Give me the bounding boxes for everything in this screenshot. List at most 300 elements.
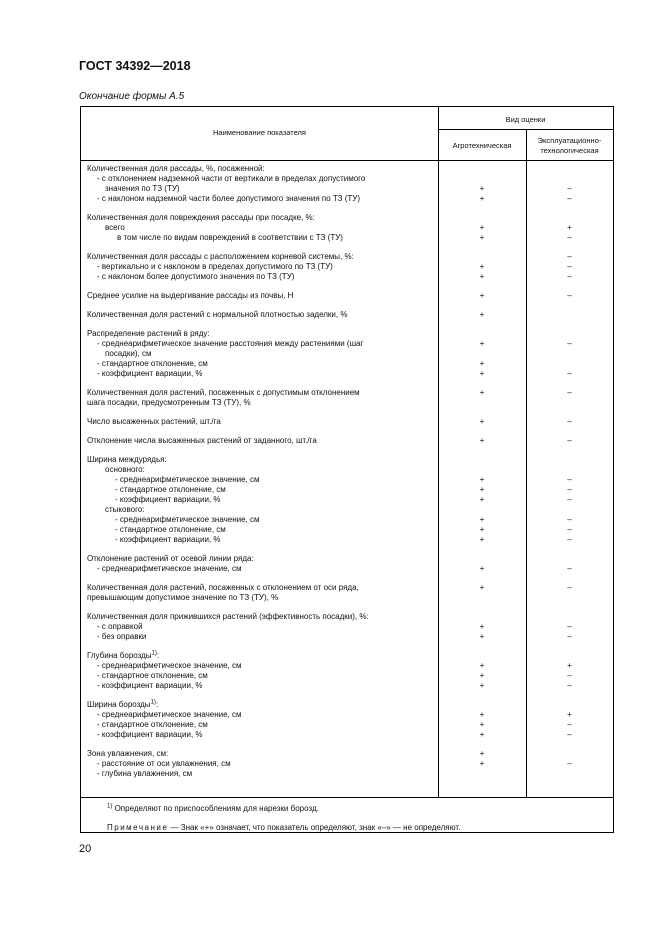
table-row: [81, 329, 613, 339]
agrotechnical-mark: +: [479, 233, 485, 242]
table-row: [81, 593, 613, 603]
operational-mark: –: [567, 485, 572, 494]
operational-mark: [526, 164, 613, 174]
agrotechnical-mark: +: [479, 485, 485, 494]
indicator-label: - среднеарифметическое значение расстояния между растениями (шаг: [97, 339, 364, 348]
agrotechnical-mark: +: [479, 710, 485, 719]
indicator-label: Глубина борозды: [87, 651, 152, 660]
agrotechnical-mark: +: [479, 291, 485, 300]
indicator-label: Количественная доля рассады с расположением корневой системы, %:: [87, 252, 354, 261]
indicator-label: превышающим допустимое значение по ТЗ (ТУ), %: [87, 593, 279, 602]
indicator-text: [87, 671, 438, 681]
operational-mark: [526, 593, 613, 603]
footnote-ref: 1): [150, 699, 156, 706]
operational-mark: [526, 465, 613, 475]
agrotechnical-mark: [438, 398, 526, 408]
table-row: [81, 535, 613, 545]
indicator-label: - коэффициент вариации, %: [97, 681, 203, 690]
operational-mark: –: [567, 525, 572, 534]
indicator-text: [87, 194, 438, 204]
indicator-text: [87, 661, 438, 671]
operational-mark: [526, 329, 613, 339]
operational-mark: [526, 651, 613, 661]
operational-mark: –: [567, 252, 572, 261]
operational-mark: –: [567, 272, 572, 281]
table-row-group: [81, 583, 613, 603]
table-row-group: [81, 310, 613, 320]
table-row: [81, 720, 613, 730]
operational-mark: +: [567, 223, 572, 232]
indicator-name: [81, 339, 438, 349]
indicator-label: Ширина междурядья:: [87, 455, 167, 464]
indicator-text: [87, 398, 438, 408]
operational-mark: +: [567, 710, 572, 719]
operational-mark: [526, 769, 613, 779]
indicator-name: [81, 164, 438, 174]
indicator-text: [87, 769, 438, 779]
table-row: [81, 436, 613, 446]
indicator-text: [87, 564, 438, 574]
operational-mark: –: [567, 632, 572, 641]
header-operational: [526, 136, 613, 156]
form-caption: Окончание формы А.5: [79, 91, 185, 102]
table-row: [81, 398, 613, 408]
table-body: [81, 164, 613, 788]
table-row-group: [81, 291, 613, 301]
indicator-label: Распределение растений в ряду:: [87, 329, 210, 338]
table-row: [81, 525, 613, 535]
indicator-name: [81, 329, 438, 339]
indicator-name: [81, 769, 438, 779]
indicator-text: [87, 710, 438, 720]
table-row-group: [81, 436, 613, 446]
table-row: [81, 495, 613, 505]
indicator-name: [81, 749, 438, 759]
table-row: [81, 475, 613, 485]
operational-mark: –: [567, 671, 572, 680]
table-row: [81, 223, 613, 233]
indicator-text: [87, 369, 438, 379]
indicator-label: стыкового:: [105, 505, 145, 514]
table-row-group: [81, 700, 613, 740]
agrotechnical-mark: [438, 213, 526, 223]
indicator-label-tail: :: [156, 651, 160, 660]
indicator-text: [87, 213, 438, 223]
indicator-label: Количественная доля прижившихся растений (эффективность посадки), %:: [87, 612, 369, 621]
indicator-label: - коэффициент вариации, %: [97, 369, 203, 378]
indicator-label: - коэффициент вариации, %: [115, 495, 221, 504]
indicator-text: [87, 465, 438, 475]
indicator-name: [81, 632, 438, 642]
agrotechnical-mark: +: [479, 564, 485, 573]
indicator-text: [87, 730, 438, 740]
indicator-name: [81, 272, 438, 282]
agrotechnical-mark: +: [479, 339, 485, 348]
indicator-name: [81, 759, 438, 769]
indicator-label: - стандартное отклонение, см: [115, 525, 226, 534]
indicator-name: [81, 564, 438, 574]
operational-mark: –: [567, 515, 572, 524]
agrotechnical-mark: [438, 164, 526, 174]
indicator-label: - среднеарифметическое значение, см: [97, 564, 242, 573]
table-row: [81, 485, 613, 495]
indicator-text: [87, 651, 438, 661]
table-row-group: [81, 749, 613, 779]
operational-mark: [526, 455, 613, 465]
indicator-label: Ширина борозды: [87, 700, 151, 709]
agrotechnical-mark: +: [479, 475, 485, 484]
indicator-label: - вертикально и с наклоном в пределах допустимого по ТЗ (ТУ): [97, 262, 333, 271]
indicator-text: [87, 632, 438, 642]
header-operational-line1: Эксплуатационно-: [537, 136, 602, 145]
footer-divider: [81, 797, 613, 798]
indicator-text: [87, 612, 438, 622]
indicator-text: [87, 164, 438, 174]
table-row-group: [81, 213, 613, 243]
indicator-label: шага посадки, предусмотренным ТЗ (ТУ), %: [87, 398, 251, 407]
operational-mark: –: [567, 495, 572, 504]
indicator-text: [87, 554, 438, 564]
agrotechnical-mark: +: [479, 622, 485, 631]
indicator-name: [81, 184, 438, 194]
note-text: — Знак «+» означает, что показатель определяют, знак «–» — не определяют.: [168, 823, 461, 832]
indicator-text: [87, 388, 438, 398]
table-row: [81, 417, 613, 427]
table-row: [81, 213, 613, 223]
agrotechnical-mark: +: [479, 759, 485, 768]
indicator-name: [81, 681, 438, 691]
table-row-group: [81, 651, 613, 691]
agrotechnical-mark: +: [479, 262, 485, 271]
table-row: [81, 291, 613, 301]
table-row: [81, 272, 613, 282]
indicator-text: [87, 291, 438, 301]
agrotechnical-mark: [438, 593, 526, 603]
agrotechnical-mark: +: [479, 369, 485, 378]
table-row: [81, 661, 613, 671]
indicator-text: [87, 622, 438, 632]
agrotechnical-mark: +: [479, 194, 485, 203]
table-row: [81, 388, 613, 398]
table-row: [81, 455, 613, 465]
operational-mark: [526, 612, 613, 622]
indicator-label: - стандартное отклонение, см: [97, 720, 208, 729]
table-row: [81, 554, 613, 564]
indicator-name: [81, 291, 438, 301]
indicator-name: [81, 612, 438, 622]
operational-mark: [526, 310, 613, 320]
indicator-text: [87, 515, 438, 525]
agrotechnical-mark: +: [479, 388, 485, 397]
indicator-text: [87, 583, 438, 593]
indicator-name: [81, 262, 438, 272]
table-row: [81, 369, 613, 379]
indicator-label: значения по ТЗ (ТУ): [105, 184, 180, 193]
indicator-label: Отклонение растений от осевой линии ряда:: [87, 554, 254, 563]
indicator-text: [87, 681, 438, 691]
table-row: [81, 632, 613, 642]
table-row-group: [81, 388, 613, 408]
indicator-label: Число высаженных растений, шт./га: [87, 417, 221, 426]
operational-mark: [526, 359, 613, 369]
indicator-label: посадки), см: [105, 349, 152, 358]
indicator-text: [87, 700, 438, 710]
operational-mark: –: [567, 730, 572, 739]
indicator-name: [81, 174, 438, 184]
indicator-name: [81, 583, 438, 593]
operational-mark: [526, 554, 613, 564]
indicator-label: всего: [105, 223, 125, 232]
table-row-group: [81, 554, 613, 574]
indicator-text: [87, 252, 438, 262]
indicator-text: [87, 174, 438, 184]
operational-mark: –: [567, 475, 572, 484]
footnote: [107, 804, 319, 813]
table-row: [81, 262, 613, 272]
table-row: [81, 671, 613, 681]
note: [107, 823, 460, 832]
table-row: [81, 252, 613, 262]
table-row: [81, 759, 613, 769]
indicator-text: [87, 485, 438, 495]
indicator-text: [87, 310, 438, 320]
table-row: [81, 515, 613, 525]
indicator-label: Отклонение числа высаженных растений от заданного, шт./га: [87, 436, 317, 445]
agrotechnical-mark: +: [479, 359, 485, 368]
operational-mark: –: [567, 262, 572, 271]
agrotechnical-mark: [438, 769, 526, 779]
indicator-name: [81, 554, 438, 564]
agrotechnical-mark: +: [479, 515, 485, 524]
indicator-label: в том числе по видам повреждений в соответствии с ТЗ (ТУ): [117, 233, 343, 242]
indicator-label: - среднеарифметическое значение, см: [115, 515, 260, 524]
note-label: Примечание: [107, 823, 169, 832]
indicator-label: - коэффициент вариации, %: [115, 535, 221, 544]
table-row: [81, 710, 613, 720]
indicator-name: [81, 593, 438, 603]
table-row: [81, 730, 613, 740]
table-row: [81, 174, 613, 184]
agrotechnical-mark: +: [479, 632, 485, 641]
indicator-text: [87, 329, 438, 339]
operational-mark: –: [567, 681, 572, 690]
indicator-label: Количественная доля растений, посаженных с допустимым отклонением: [87, 388, 360, 397]
indicator-label: Среднее усилие на выдергивание рассады из почвы, Н: [87, 291, 294, 300]
indicator-name: [81, 310, 438, 320]
agrotechnical-mark: [438, 329, 526, 339]
table-row: [81, 465, 613, 475]
operational-mark: –: [567, 339, 572, 348]
agrotechnical-mark: [438, 349, 526, 359]
operational-mark: –: [567, 388, 572, 397]
indicator-text: [87, 272, 438, 282]
table-row: [81, 505, 613, 515]
indicator-name: [81, 455, 438, 465]
table-row: [81, 359, 613, 369]
indicator-name: [81, 535, 438, 545]
indicator-text: [87, 525, 438, 535]
table-row-group: [81, 417, 613, 427]
table-row: [81, 233, 613, 243]
indicator-name: [81, 349, 438, 359]
indicator-name: [81, 388, 438, 398]
indicator-label: - стандартное отклонение, см: [97, 359, 208, 368]
operational-mark: [526, 700, 613, 710]
indicator-label: - с наклоном надземной части более допустимого значения по ТЗ (ТУ): [97, 194, 361, 203]
indicator-name: [81, 233, 438, 243]
indicator-text: [87, 184, 438, 194]
indicator-name: [81, 720, 438, 730]
table-row: [81, 681, 613, 691]
agrotechnical-mark: [438, 505, 526, 515]
indicator-table: [80, 106, 614, 833]
operational-mark: –: [567, 194, 572, 203]
indicator-name: [81, 369, 438, 379]
indicator-name: [81, 495, 438, 505]
agrotechnical-mark: +: [479, 272, 485, 281]
table-row: [81, 583, 613, 593]
operational-mark: –: [567, 184, 572, 193]
indicator-name: [81, 465, 438, 475]
agrotechnical-mark: +: [479, 223, 485, 232]
indicator-name: [81, 417, 438, 427]
indicator-label: - без оправки: [97, 632, 147, 641]
operational-mark: –: [567, 369, 572, 378]
indicator-name: [81, 710, 438, 720]
table-row: [81, 184, 613, 194]
agrotechnical-mark: +: [479, 730, 485, 739]
operational-mark: –: [567, 417, 572, 426]
indicator-label: - расстояние от оси увлажнения, см: [97, 759, 231, 768]
indicator-name: [81, 525, 438, 535]
indicator-text: [87, 359, 438, 369]
operational-mark: –: [567, 535, 572, 544]
agrotechnical-mark: +: [479, 749, 485, 758]
indicator-name: [81, 622, 438, 632]
table-row: [81, 651, 613, 661]
header-divider: [438, 129, 613, 130]
agrotechnical-mark: [438, 612, 526, 622]
agrotechnical-mark: [438, 700, 526, 710]
footnote-text: Определяют по приспособлениям для нарезки борозд.: [114, 804, 319, 813]
operational-mark: –: [567, 436, 572, 445]
agrotechnical-mark: [438, 651, 526, 661]
operational-mark: –: [567, 759, 572, 768]
indicator-name: [81, 515, 438, 525]
operational-mark: [526, 174, 613, 184]
indicator-name: [81, 213, 438, 223]
indicator-text: [87, 349, 438, 359]
document-code: ГОСТ 34392—2018: [79, 59, 191, 73]
indicator-label: Количественная доля растений с нормальной плотностью заделки, %: [87, 310, 348, 319]
operational-mark: –: [567, 233, 572, 242]
header-indicator-name: Наименование показателя: [213, 128, 306, 137]
operational-mark: –: [567, 720, 572, 729]
agrotechnical-mark: +: [479, 681, 485, 690]
indicator-name: [81, 223, 438, 233]
indicator-text: [87, 759, 438, 769]
agrotechnical-mark: [438, 554, 526, 564]
indicator-text: [87, 262, 438, 272]
indicator-label: Количественная доля рассады, %, посаженной:: [87, 164, 265, 173]
table-row: [81, 349, 613, 359]
table-row-group: [81, 612, 613, 642]
indicator-name: [81, 700, 438, 710]
indicator-label: Зона увлажнения, см:: [87, 749, 169, 758]
indicator-text: [87, 455, 438, 465]
agrotechnical-mark: +: [479, 184, 485, 193]
indicator-name: [81, 671, 438, 681]
indicator-text: [87, 505, 438, 515]
indicator-label: - среднеарифметическое значение, см: [115, 475, 260, 484]
indicator-label: - коэффициент вариации, %: [97, 730, 203, 739]
indicator-text: [87, 436, 438, 446]
indicator-name: [81, 730, 438, 740]
table-row: [81, 700, 613, 710]
table-row: [81, 310, 613, 320]
table-row-group: [81, 164, 613, 204]
indicator-name: [81, 252, 438, 262]
indicator-text: [87, 339, 438, 349]
indicator-name: [81, 475, 438, 485]
table-row: [81, 622, 613, 632]
agrotechnical-mark: +: [479, 720, 485, 729]
agrotechnical-mark: +: [479, 583, 485, 592]
table-row: [81, 612, 613, 622]
indicator-label: - с наклоном более допустимого значения по ТЗ (ТУ): [97, 272, 295, 281]
indicator-text: [87, 593, 438, 603]
indicator-label-tail: :: [155, 700, 159, 709]
table-row: [81, 164, 613, 174]
indicator-label: - среднеарифметическое значение, см: [97, 661, 242, 670]
table-row-group: [81, 455, 613, 545]
footnote-mark: 1): [107, 803, 113, 810]
operational-mark: [526, 505, 613, 515]
indicator-name: [81, 359, 438, 369]
agrotechnical-mark: +: [479, 417, 485, 426]
indicator-label: - стандартное отклонение, см: [115, 485, 226, 494]
indicator-label: Количественная доля растений, посаженных с отклонением от оси ряда,: [87, 583, 359, 592]
indicator-name: [81, 485, 438, 495]
table-row-group: [81, 329, 613, 379]
header-operational-line2: технологическая: [540, 146, 599, 155]
agrotechnical-mark: +: [479, 436, 485, 445]
operational-mark: [526, 749, 613, 759]
indicator-label: - с оправкой: [97, 622, 143, 631]
indicator-text: [87, 720, 438, 730]
operational-mark: +: [567, 661, 572, 670]
indicator-text: [87, 223, 438, 233]
indicator-text: [87, 475, 438, 485]
indicator-name: [81, 436, 438, 446]
operational-mark: –: [567, 564, 572, 573]
agrotechnical-mark: +: [479, 495, 485, 504]
agrotechnical-mark: [438, 252, 526, 262]
table-row: [81, 194, 613, 204]
operational-mark: [526, 349, 613, 359]
operational-mark: [526, 213, 613, 223]
operational-mark: –: [567, 291, 572, 300]
table-row: [81, 339, 613, 349]
indicator-text: [87, 749, 438, 759]
indicator-name: [81, 505, 438, 515]
indicator-text: [87, 417, 438, 427]
indicator-name: [81, 194, 438, 204]
agrotechnical-mark: +: [479, 671, 485, 680]
indicator-name: [81, 651, 438, 661]
indicator-name: [81, 398, 438, 408]
table-row: [81, 749, 613, 759]
